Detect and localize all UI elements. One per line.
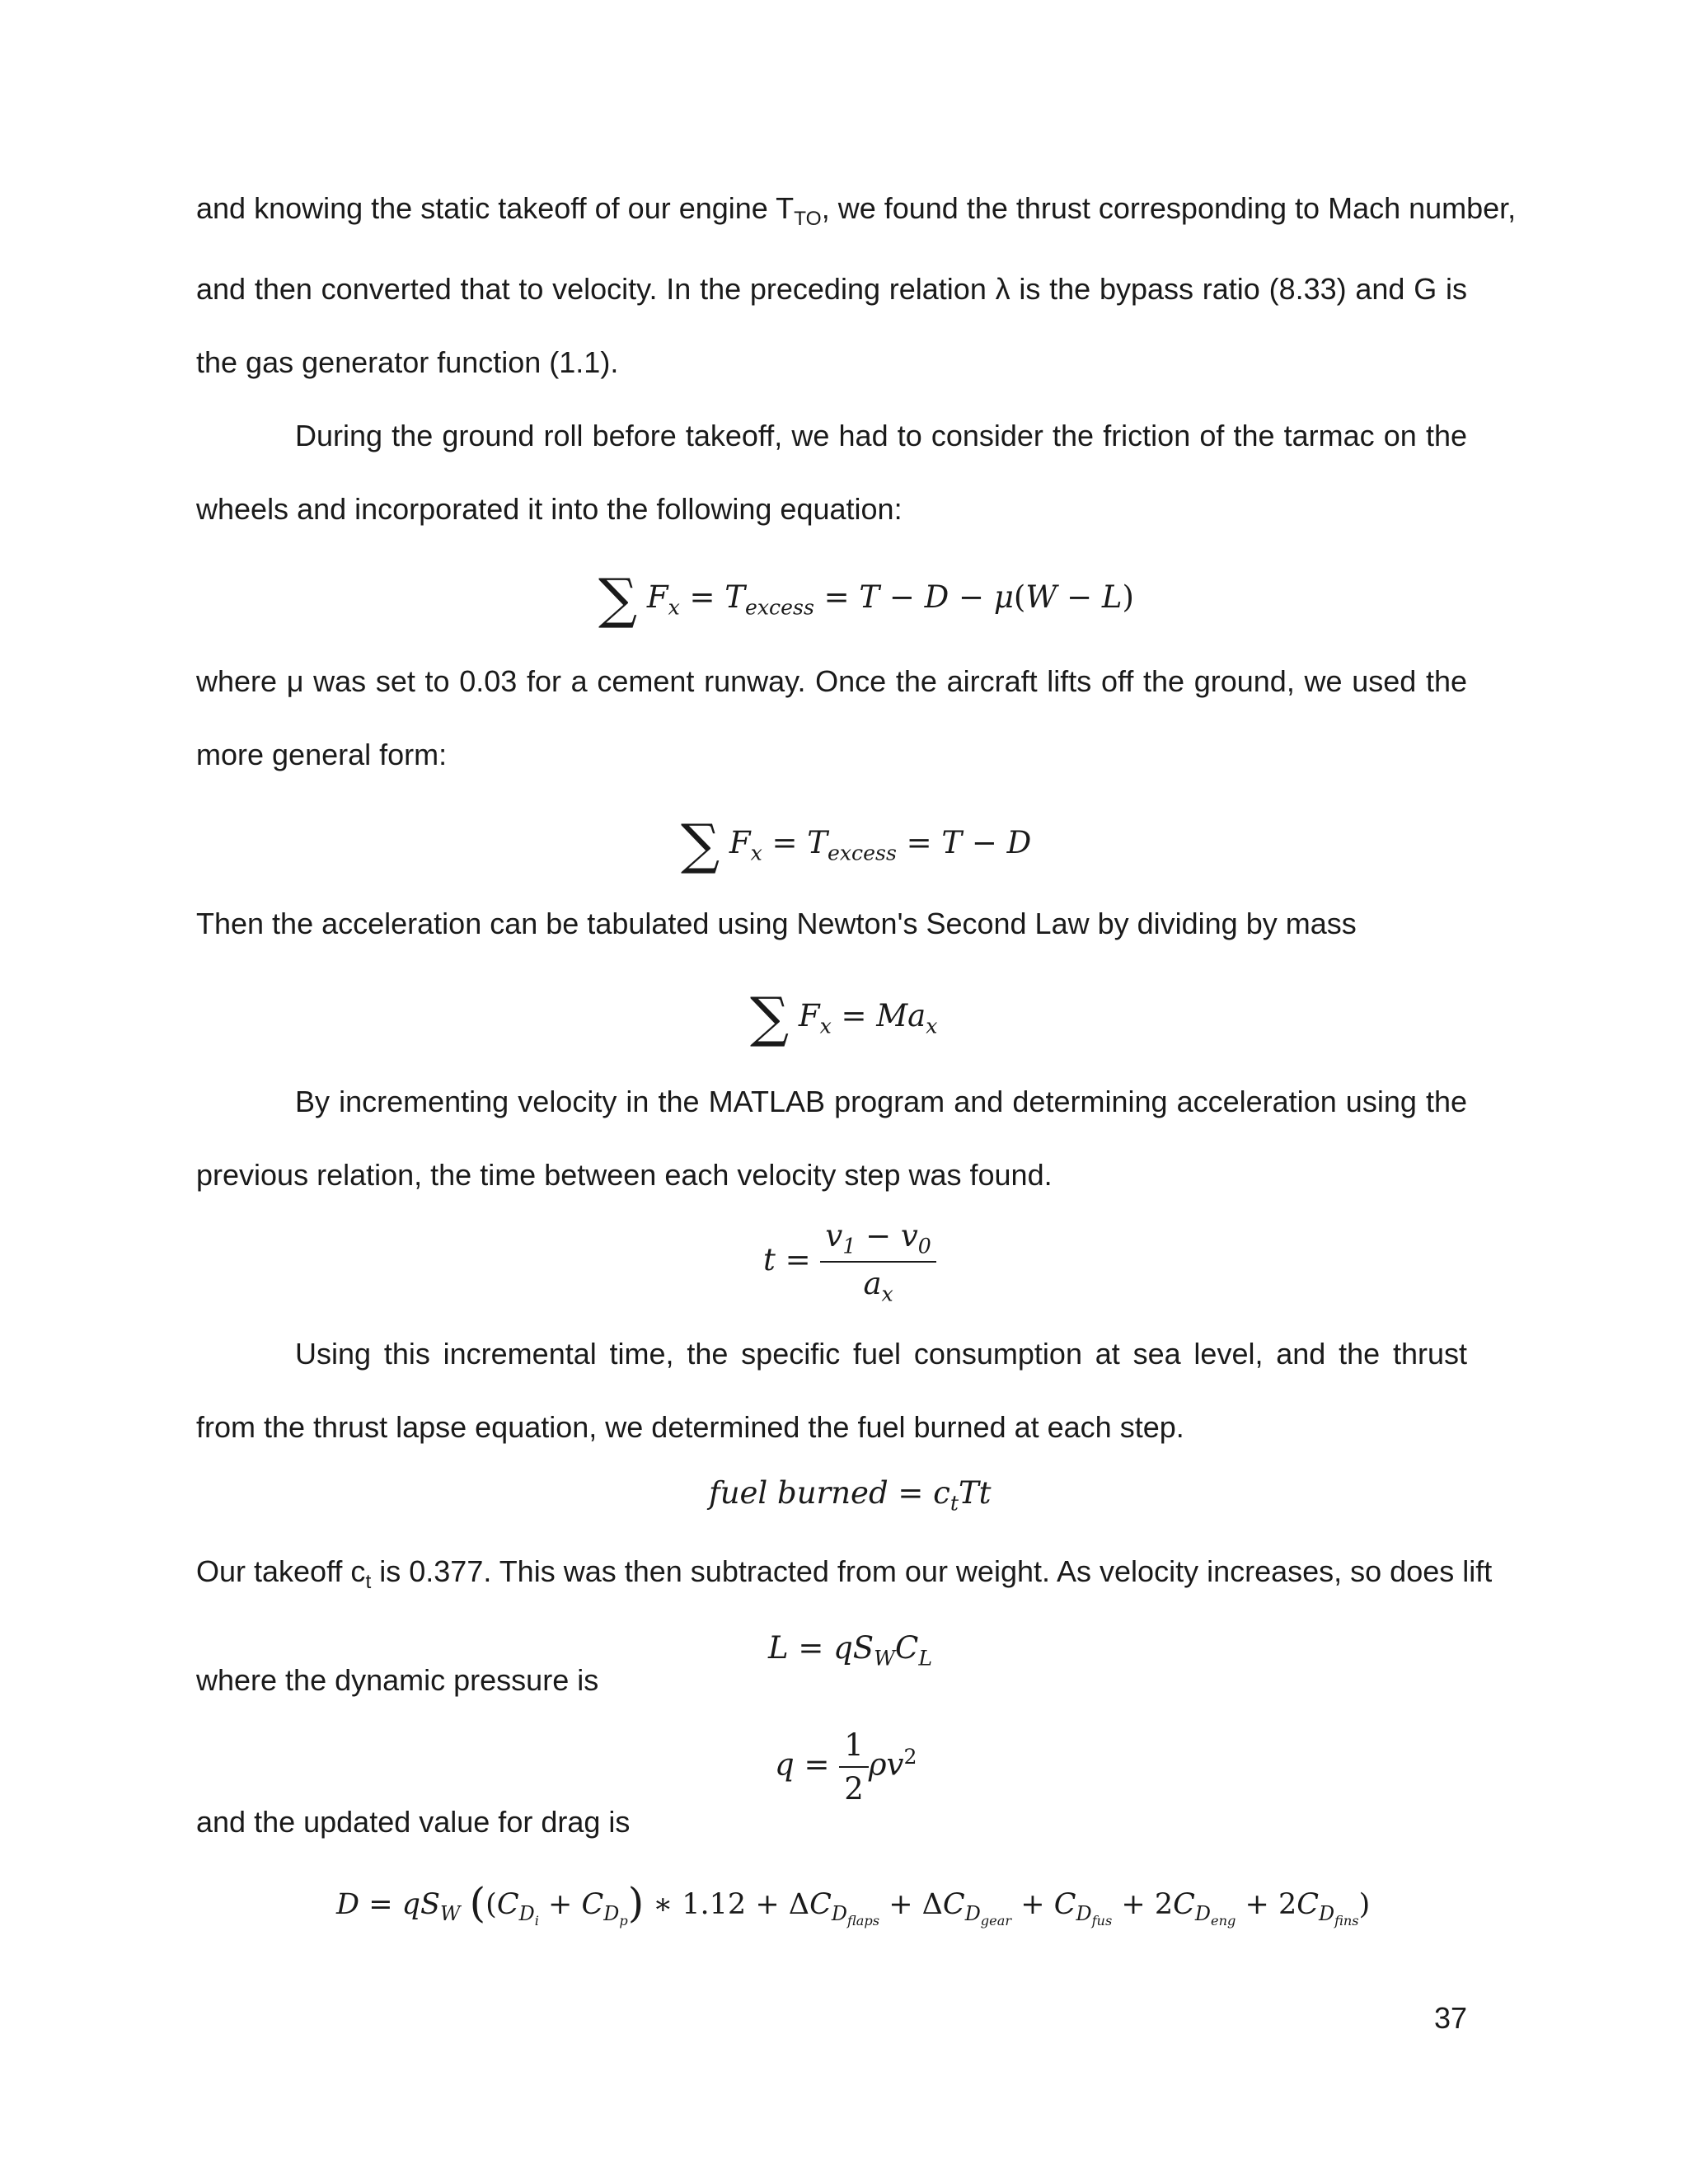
paragraph-5: By incrementing velocity in the MATLAB program and determining acceleration using the previous relation, the time between each velocity step was found. bbox=[196, 1085, 1467, 1192]
equation-sum-forces-ground-roll: ∑ $F_x = T_{excess} = T - D - \mu(W - L)$ bbox=[598, 567, 1134, 630]
paragraph-4: Then the acceleration can be tabulated using Newton's Second Law by dividing by mass bbox=[196, 907, 1357, 940]
equation-sum-forces-airborne: ∑ $F_x = T_{excess} = T - D$ bbox=[681, 813, 1032, 876]
equation-time-step: t = $\frac{v_1 - v_0}{a_x}$ bbox=[763, 1218, 936, 1306]
subscript: TO bbox=[794, 208, 822, 231]
paragraph-2: During the ground roll before takeoff, we had to consider the friction of the tarmac on the wheels and incorporated it into the following equation: bbox=[196, 419, 1467, 526]
page-number: 37 bbox=[1433, 2001, 1467, 2035]
equation-newton-second-law: ∑ $F_x = Ma_x$ bbox=[750, 986, 938, 1049]
equation-dynamic-pressure: q = $\frac{1}{2}$ $\rho v^2$ bbox=[775, 1727, 917, 1807]
paragraph-1-rest: and then converted that to velocity. In the preceding relation λ is the bypass ratio (8.33) and G is the gas generator function (1.1). bbox=[196, 272, 1467, 379]
paragraph-6: Using this incremental time, the specific fuel consumption at sea level, and the thrust from the thrust lapse equation, we determined the fuel burned at each step. bbox=[196, 1337, 1467, 1444]
paragraph-3: where μ was set to 0.03 for a cement runway. Once the aircraft lifts off the ground, we used the more general form: bbox=[196, 664, 1467, 771]
text-run: Our takeoff c bbox=[196, 1554, 366, 1588]
equation-lift: $L = qS_WC_L$ bbox=[768, 1630, 933, 1671]
text-run: is 0.377. This was then subtracted from our weight. As velocity increases, so does lift bbox=[371, 1554, 1493, 1588]
paragraph-9: and the updated value for drag is bbox=[196, 1805, 631, 1839]
subscript: t bbox=[365, 1571, 372, 1594]
paragraph-7 bbox=[196, 1554, 1492, 1594]
text-run: and knowing the static takeoff of our engine T bbox=[196, 191, 795, 225]
text-run: , we found the thrust corresponding to Mach number, bbox=[821, 191, 1517, 225]
equation-fuel-burned: fuel burned = $c_tTt$ bbox=[709, 1475, 992, 1516]
paragraph-8: where the dynamic pressure is bbox=[196, 1663, 599, 1697]
paragraph-1-line-1 bbox=[196, 191, 1516, 231]
equation-drag: $D = qS_W$ ($(C_{D_i} + C_{D_p})$ ∗ $1.12 + \Delta C_{D_{flaps}} + \Delta C_{D_{gear}} + C_{D_{fus}} + 2C_{D_{eng}} + 2C_{D_{fins}}$) bbox=[336, 1879, 1371, 1929]
